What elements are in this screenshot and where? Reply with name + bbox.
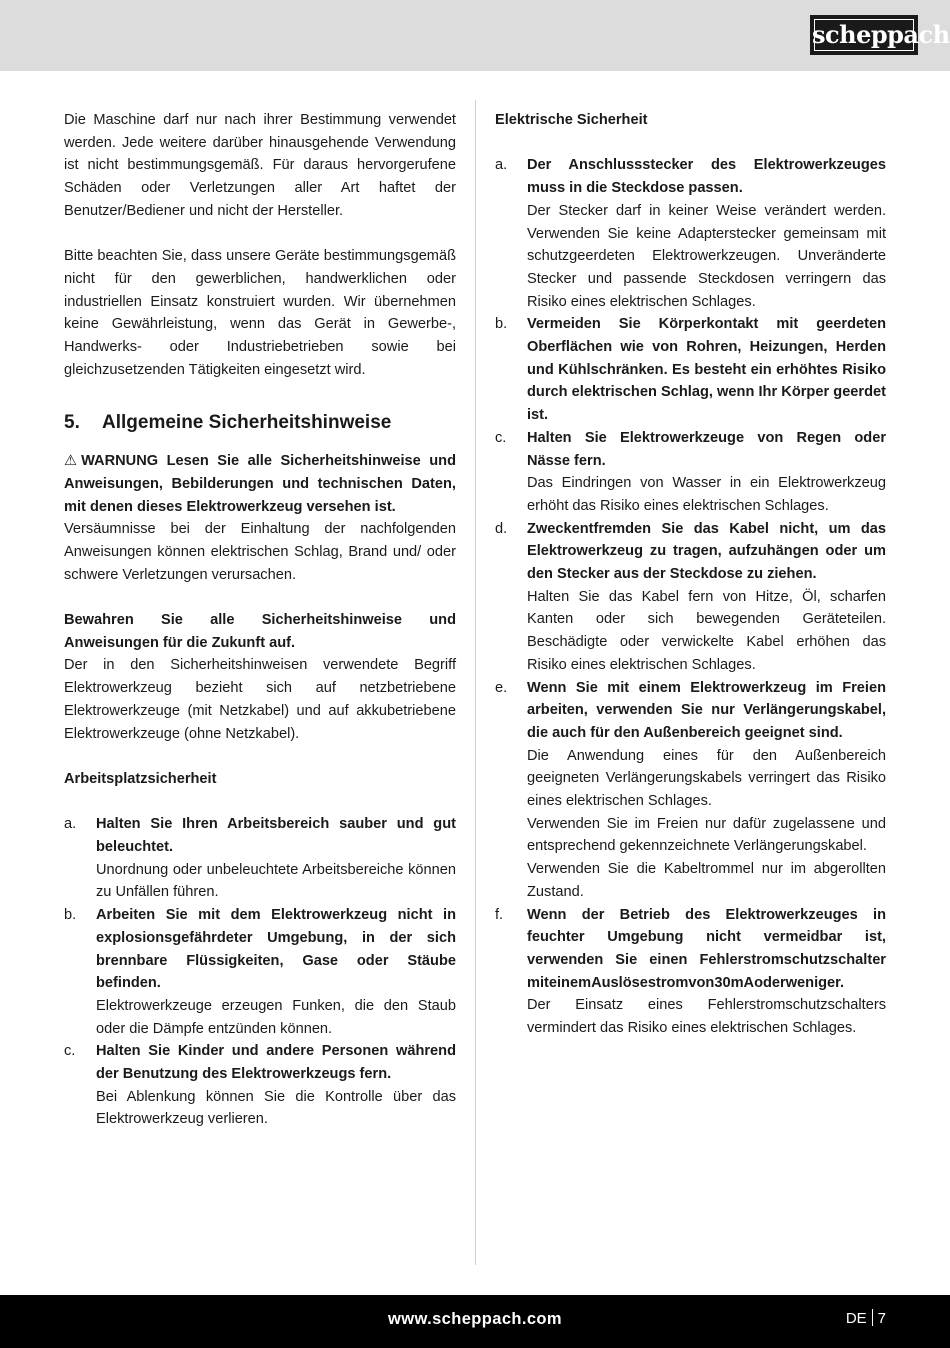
list-item-label: b. (64, 907, 77, 924)
list-item-label: c. (495, 429, 507, 446)
scheppach-logo (810, 15, 950, 55)
keep-instructions-bold: Bewahren Sie alle Sicherheitshinweise und Anweisungen für die Zukunft auf. (64, 612, 456, 651)
list-item (64, 1040, 456, 1131)
list-item-text: Der Einsatz eines Fehlerstromschutzschalters vermindert das Risiko eines elektrischen Schlages. (527, 997, 886, 1037)
list-item-text: Unordnung oder unbeleuchtete Arbeitsbereiche können zu Unfällen führen. (96, 861, 456, 901)
list-item (495, 154, 886, 313)
list-item-bold: Halten Sie Elektrowerkzeuge von Regen oder Nässe fern. (527, 429, 886, 469)
list-item-bold: Halten Sie Ihren Arbeitsbereich sauber und gut beleuchtet. (96, 816, 456, 856)
list-item-bold: Zweckentfremden Sie das Kabel nicht, um das Elektrowerkzeug zu tragen, aufzuhängen oder um den Stecker aus der Steckdose zu ziehen. (527, 520, 886, 583)
list-item-label: a. (64, 816, 77, 833)
list-item-text: Verwenden Sie die Kabeltrommel nur im abgerollten Zustand. (527, 861, 886, 900)
intro-paragraph-1: Die Maschine darf nur nach ihrer Bestimmung verwendet werden. Jede weitere darüber hinausgehende Verwendung ist nicht bestimmungsgemäß. Für daraus hervorgerufene Schäden oder Verletzungen aller Art haftet der Benutzer/Bediener und nicht der Hersteller. (64, 112, 456, 219)
list-item (64, 813, 456, 904)
warning-text: Versäumnisse bei der Einhaltung der nachfolgenden Anweisungen können elektrischen Schlag, Brand und/ oder schwere Verletzungen verursachen. (64, 521, 456, 583)
warning-paragraph (64, 450, 456, 518)
section-number: 5. (64, 412, 80, 434)
list-item-text: Der Stecker darf in keiner Weise verändert werden. Verwenden Sie keine Adapterstecker gemeinsam mit schutzgeerdeten Elektrowerkzeugen. Unveränderte Stecker und passende Steckdosen verringern das Risiko eines elektrischen Schlages. (527, 202, 886, 310)
list-item-label: c. (64, 1043, 76, 1060)
list-item-bold: Wenn der Betrieb des Elektrowerkzeuges in feuchter Umgebung nicht vermeidbar ist, verwenden Sie einen Fehlerstromschutzschalter miteinemAuslösestromvon30mAoderweniger. (527, 906, 886, 991)
workplace-heading: Arbeitsplatzsicherheit (64, 770, 217, 787)
list-item-text: Halten Sie das Kabel fern von Hitze, Öl, scharfen Kanten oder sich bewegenden Geräteteilen. Beschädigte oder verwickelte Kabel erhöhen das Risiko eines elektrischen Schlages. (527, 588, 886, 673)
section-title: Allgemeine Sicherheitshinweise (102, 412, 392, 434)
list-item-label: f. (495, 906, 504, 923)
list-item-bold: Wenn Sie mit einem Elektrowerkzeug im Freien arbeiten, verwenden Sie nur Verlängerungskabel, die auch für den Außenbereich geeignet sind. (527, 679, 886, 741)
footer-bar (0, 1295, 950, 1348)
intro-paragraph-2: Bitte beachten Sie, dass unsere Geräte bestimmungsgemäß nicht für den gewerblichen, handwerklichen oder industriellen Einsatz konstruiert wurden. Wir übernehmen keine Gewährleistung, wenn das Gerät in Gewerbe-, Handwerks- oder Industriebetrieben sowie bei gleichzusetzenden Tätigkeiten eingesetzt wird. (64, 248, 456, 378)
list-item-text: Verwenden Sie im Freien nur dafür zugelassene und entsprechend gekennzeichnete Verlängerungskabel. (527, 815, 886, 855)
list-item-label: d. (495, 520, 508, 537)
footer-separator (872, 1309, 873, 1326)
list-item-text: Das Eindringen von Wasser in ein Elektrowerkzeug erhöht das Risiko eines elektrischen Schlages. (527, 475, 886, 514)
footer-url: www.scheppach.com (388, 1310, 562, 1328)
logo-text: scheppach (812, 20, 950, 49)
list-item-bold: Der Anschlussstecker des Elektrowerkzeuges muss in die Steckdose passen. (527, 157, 886, 197)
list-item-bold: Arbeiten Sie mit dem Elektrowerkzeug nicht in explosionsgefährdeter Umgebung, in der sich brennbare Flüssigkeiten, Gase oder Stäube befinden. (96, 907, 456, 992)
list-item (64, 904, 456, 1040)
footer-page-indicator (846, 1308, 886, 1331)
list-item-text: Bei Ablenkung können Sie die Kontrolle über das Elektrowerkzeug verlieren. (96, 1088, 456, 1128)
list-item-label: e. (495, 679, 508, 696)
list-item-bold: Halten Sie Kinder und andere Personen während der Benutzung des Elektrowerkzeugs fern. (96, 1043, 456, 1083)
list-item-text: Die Anwendung eines für den Außenbereich geeigneten Verlängerungskabels verringert das Risiko eines elektrischen Schlages. (527, 747, 886, 810)
electrical-safety-heading: Elektrische Sicherheit (495, 112, 648, 128)
list-item-label: b. (495, 316, 508, 333)
footer-page-number: 7 (877, 1310, 886, 1327)
list-item-bold: Vermeiden Sie Körperkontakt mit geerdeten Oberflächen wie von Rohren, Heizungen, Herden und Kühlschränken. Es besteht ein erhöhtes Risiko durch elektrischen Schlag, wenn Ihr Körper geerdet ist. (527, 316, 886, 424)
header-band (0, 0, 950, 71)
left-column (64, 109, 456, 1131)
logo-frame (814, 19, 914, 51)
column-divider (475, 100, 476, 1265)
warning-bold-text: WARNUNG Lesen Sie alle Sicherheitshinweise und Anweisungen, Bebilderungen und technischen Daten, mit denen dieses Elektrowerkzeug versehen ist. (64, 453, 456, 515)
section-heading (64, 408, 456, 438)
list-item-label: a. (495, 157, 508, 174)
footer-language: DE (845, 1310, 867, 1327)
list-item (495, 677, 886, 904)
list-item (495, 427, 886, 518)
keep-instructions-text: Der in den Sicherheitshinweisen verwendete Begriff Elektrowerkzeug bezieht sich auf netzbetriebene Elektrowerkzeuge (mit Netzkabel) und auf akkubetriebene Elektrowerkzeuge (ohne Netzkabel). (64, 657, 456, 742)
list-item (495, 518, 886, 677)
right-column (495, 109, 886, 1040)
list-item-text: Elektrowerkzeuge erzeugen Funken, die den Staub oder die Dämpfe entzünden können. (96, 997, 456, 1037)
list-item (495, 904, 886, 1040)
list-item (495, 313, 886, 427)
warning-triangle-icon: ⚠ (64, 453, 78, 470)
